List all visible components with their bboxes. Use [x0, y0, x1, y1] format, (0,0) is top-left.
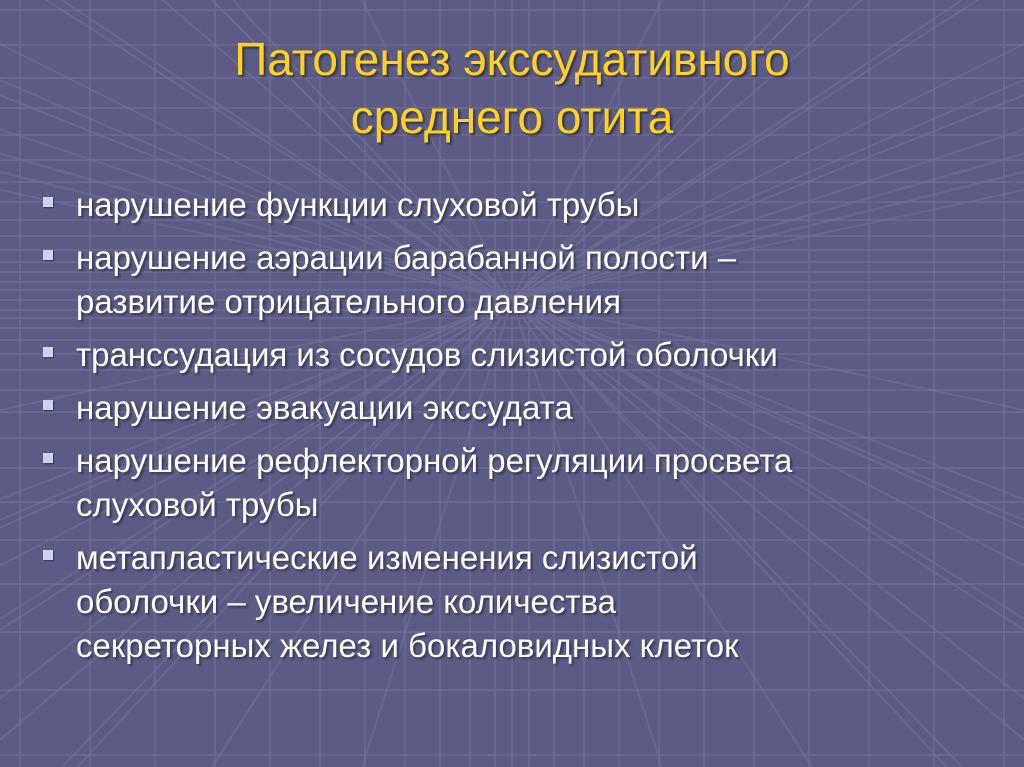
- bullet-text: метапластические изменения слизистой: [76, 539, 698, 576]
- bullet-text: транссудация из сосудов слизистой оболочки: [76, 336, 778, 373]
- bullet-item-tympanic-aeration: [40, 236, 1000, 324]
- bullet-text: нарушение эвакуации экссудата: [76, 389, 573, 426]
- bullet-item-auditory-tube-function: [40, 183, 1000, 227]
- bullet-text: секреторных желез и бокаловидных клеток: [76, 627, 739, 664]
- bullet-text: оболочки – увеличение количества: [76, 583, 617, 620]
- square-bullet-icon: [43, 453, 53, 463]
- square-bullet-icon: [43, 550, 53, 560]
- bullet-item-metaplastic-changes: [40, 536, 1000, 668]
- bullet-item-exudate-evacuation: [40, 386, 1000, 430]
- square-bullet-icon: [43, 400, 53, 410]
- square-bullet-icon: [43, 250, 53, 260]
- bullet-text: слуховой трубы: [76, 486, 319, 523]
- slide-title: [100, 30, 924, 146]
- bullet-text: нарушение рефлекторной регуляции просвета: [76, 442, 793, 479]
- bullet-text: нарушение аэрации барабанной полости –: [76, 239, 737, 276]
- square-bullet-icon: [43, 197, 53, 207]
- bullet-item-reflex-regulation: [40, 439, 1000, 527]
- bullet-list: [40, 183, 1000, 677]
- bullet-text: нарушение функции слуховой трубы: [76, 186, 640, 223]
- bullet-item-transudation: [40, 333, 1000, 377]
- bullet-text: развитие отрицательного давления: [76, 283, 621, 320]
- square-bullet-icon: [43, 347, 53, 357]
- slide-title-line-2: среднего отита: [350, 91, 674, 143]
- slide-title-line-1: Патогенез экссудативного: [234, 33, 790, 85]
